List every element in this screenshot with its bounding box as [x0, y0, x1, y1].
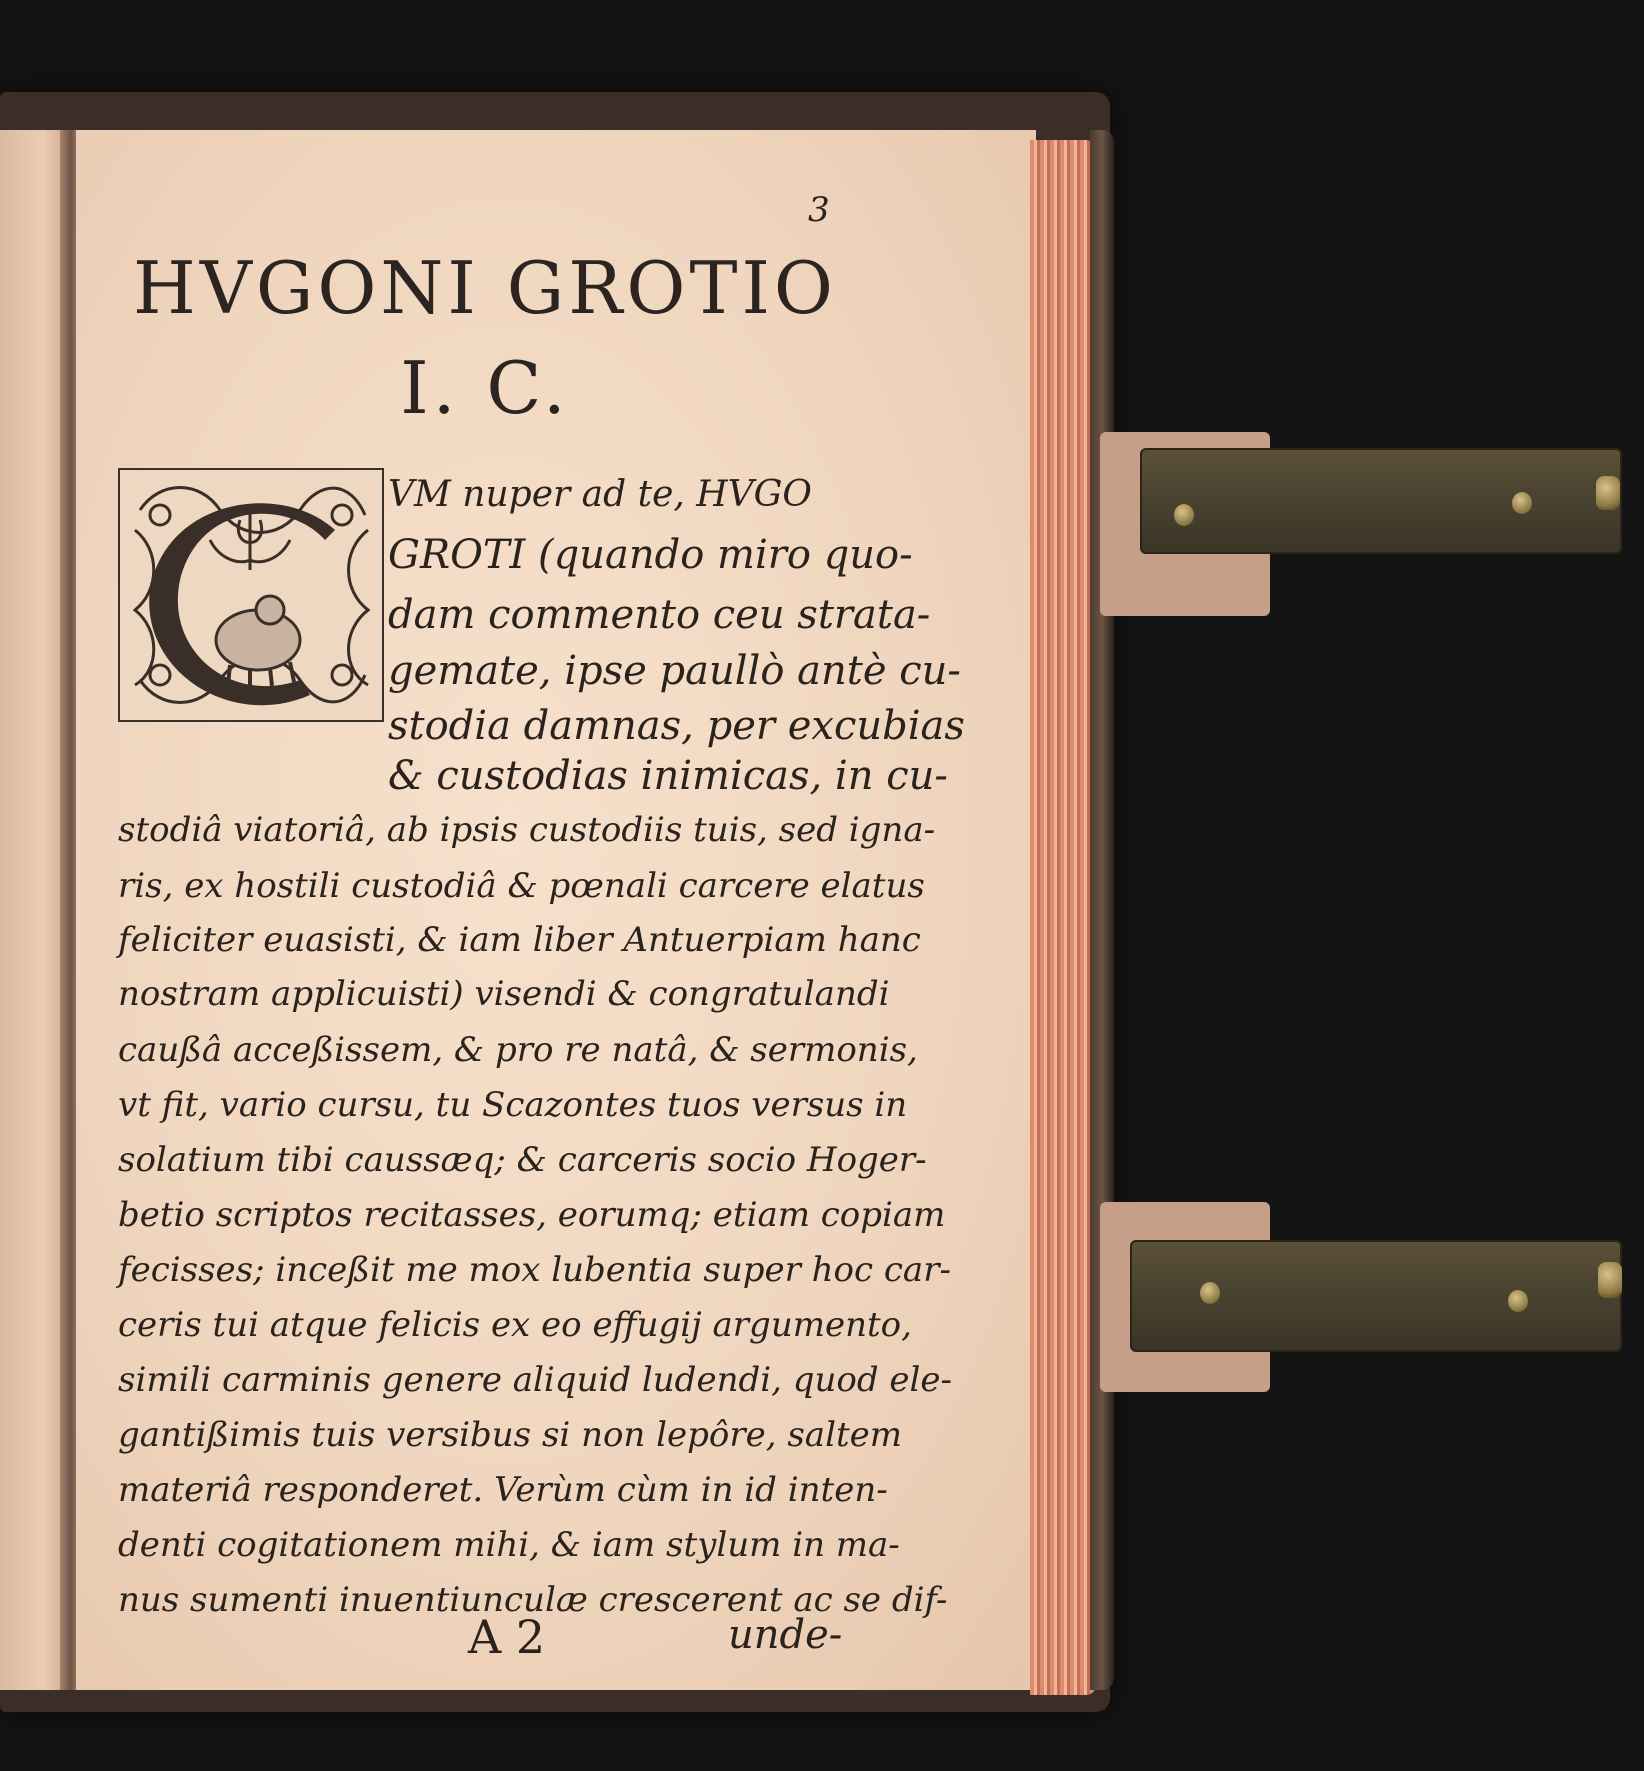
body-line: denti cogitationem mihi, & iam stylum in ma- — [118, 1525, 900, 1565]
clasp-hook-icon — [1598, 1262, 1622, 1298]
body-line: gemate, ipse paullò antè cu- — [388, 648, 961, 694]
body-line: VM nuper ad te, HVGO — [388, 474, 812, 515]
signature-mark: A 2 — [468, 1610, 546, 1664]
clasp-metal-plate — [1140, 448, 1622, 554]
fore-edge-binding — [1090, 130, 1114, 1690]
body-line: nus sumenti inuentiunculæ crescerent ac se dif- — [118, 1580, 948, 1620]
body-line: ceris tui atque felicis ex eo effugij argumento, — [118, 1305, 912, 1345]
clasp-hook-icon — [1596, 476, 1620, 510]
body-line: caußâ acceßissem, & pro re natâ, & sermonis, — [118, 1030, 918, 1070]
body-line: & custodias inimicas, in cu- — [388, 753, 948, 799]
body-line: stodia damnas, per excubias — [388, 703, 965, 749]
body-line: dam commento ceu strata- — [388, 592, 931, 638]
body-line: ris, ex hostili custodiâ & pœnali carcere elatus — [118, 866, 925, 906]
ornament-icon — [120, 470, 382, 720]
body-line: nostram applicuisti) visendi & congratulandi — [118, 974, 890, 1014]
page-heading-line-2: I. C. — [400, 346, 570, 430]
page-heading-line-1: HVGONI GROTIO — [133, 246, 837, 330]
body-line: GROTI (quando miro quo- — [388, 532, 913, 578]
page-edges — [1030, 140, 1096, 1695]
body-line: simili carminis genere aliquid ludendi, quod ele- — [118, 1360, 953, 1400]
rivet-icon — [1508, 1290, 1528, 1312]
decorated-initial-c-icon — [118, 468, 384, 722]
body-line: materiâ responderet. Verùm cùm in id inten- — [118, 1470, 888, 1510]
body-line: fecisses; inceßit me mox lubentia super hoc car- — [118, 1250, 951, 1290]
rivet-icon — [1200, 1282, 1220, 1304]
body-line: vt fit, vario cursu, tu Scazontes tuos versus in — [118, 1085, 908, 1125]
rivet-icon — [1512, 492, 1532, 514]
body-line: stodiâ viatoriâ, ab ipsis custodiis tuis, sed igna- — [118, 810, 936, 850]
body-line: betio scriptos recitasses, eorumq; etiam copiam — [118, 1195, 946, 1235]
page-number: 3 — [808, 190, 830, 230]
rivet-icon — [1174, 504, 1194, 526]
catchword: unde- — [728, 1612, 843, 1658]
body-line: solatium tibi caussæq; & carceris socio Hoger- — [118, 1140, 927, 1180]
body-line: gantißimis tuis versibus si non lepôre, saltem — [118, 1415, 902, 1455]
body-line: feliciter euasisti, & iam liber Antuerpiam hanc — [118, 920, 921, 960]
